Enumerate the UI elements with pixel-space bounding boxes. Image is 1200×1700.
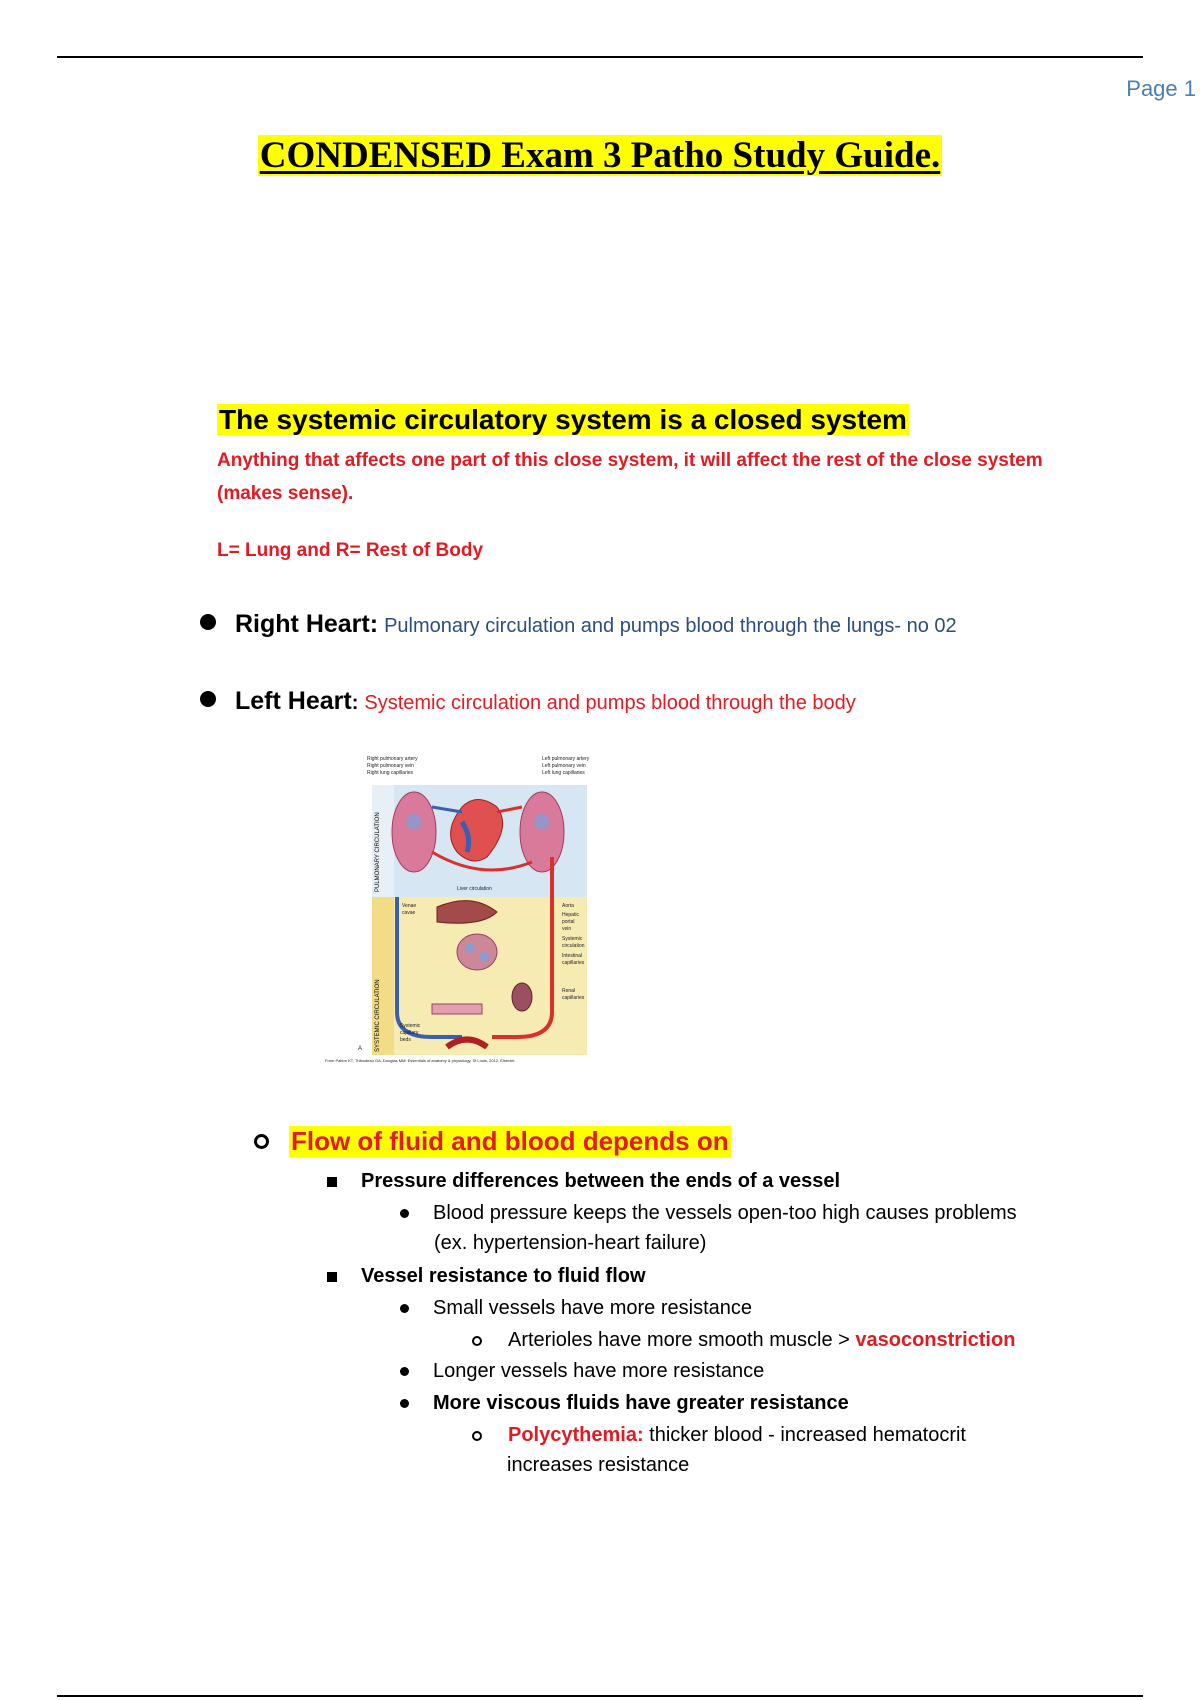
- flow-heading: [254, 1126, 731, 1157]
- figure-label: Intestinal: [562, 953, 583, 959]
- figure-label: Right pulmonary artery: [367, 756, 418, 762]
- small-vessels-text: Small vessels have more resistance: [433, 1297, 753, 1319]
- legend-note: L= Lung and R= Rest of Body: [217, 540, 484, 561]
- polycythemia-text: thicker blood - increased hematocrit: [643, 1424, 966, 1446]
- title-text: CONDENSED Exam 3 Patho Study Guide.: [259, 135, 941, 176]
- section-description: Anything that affects one part of this close system, it will affect the rest of the close system (makes sense).: [217, 450, 1043, 504]
- page-number: Page 1: [1126, 76, 1196, 101]
- figure-label: Right pulmonary vein: [367, 763, 414, 769]
- figure-label: Left pulmonary vein: [542, 763, 586, 769]
- square-bullet-icon: [327, 1177, 337, 1187]
- dot-bullet-icon: [400, 1367, 409, 1376]
- figure-label: Right lung capillaries: [367, 770, 414, 776]
- pulmonary-circulation-label: PULMONARY CIRCULATION: [375, 812, 381, 892]
- arterioles-text: Arterioles have more smooth muscle >: [508, 1329, 856, 1351]
- intestine-shape: [457, 934, 497, 970]
- right-heart-text: Pulmonary circulation and pumps blood through the lungs- no 02: [384, 615, 957, 637]
- figure-credit: From Patton KT, Thibodeau GA, Douglas MM: Essentials of anatomy & physiology, St Louis, 2012, Elsevier.: [325, 1058, 516, 1063]
- figure-label: Hepatic: [562, 912, 579, 918]
- small-vessels-item: [400, 1297, 752, 1320]
- left-heart-label: Left Heart: [235, 687, 352, 715]
- resistance-item: [327, 1265, 646, 1288]
- page-title: [0, 134, 1200, 177]
- figure-label: capillaries: [562, 960, 585, 966]
- figure-label: Systemic: [562, 936, 583, 942]
- left-heart-colon: :: [351, 692, 359, 714]
- figure-letter: A: [358, 1046, 363, 1052]
- circle-bullet-icon: [472, 1431, 482, 1441]
- figure-label: Left pulmonary artery: [542, 756, 590, 762]
- polycythemia-term: Polycythemia:: [508, 1424, 644, 1446]
- figure-label: capillary: [400, 1030, 419, 1036]
- viscous-item: [400, 1392, 849, 1415]
- polycythemia-item: [472, 1424, 966, 1447]
- dot-bullet-icon: [400, 1209, 409, 1218]
- resistance-label: Vessel resistance to fluid flow: [361, 1265, 646, 1287]
- flow-heading-text: Flow of fluid and blood depends on: [291, 1126, 729, 1156]
- left-heart-item: [200, 687, 856, 716]
- right-heart-item: [200, 610, 957, 639]
- systemic-circulation-label: SYSTEMIC CIRCULATION: [375, 979, 381, 1052]
- pressure-detail: [400, 1202, 1017, 1225]
- figure-label: Aorta: [562, 903, 574, 909]
- circulation-diagram: [322, 752, 652, 1067]
- left-lung-shape: [520, 792, 564, 872]
- section-heading: [217, 404, 909, 436]
- figure-label: Left lung capillaries: [542, 770, 585, 776]
- dot-bullet-icon: [400, 1399, 409, 1408]
- dot-bullet-icon: [400, 1304, 409, 1313]
- figure-label: circulation: [562, 943, 585, 949]
- polycythemia-continuation: increases resistance: [507, 1454, 690, 1476]
- figure-label: capillaries: [562, 995, 585, 1001]
- pressure-item: [327, 1170, 840, 1193]
- arterioles-item: [472, 1329, 1015, 1352]
- figure-label: Venae: [402, 903, 417, 909]
- figure-label: Liver circulation: [457, 886, 492, 892]
- figure-label: vein: [562, 926, 572, 932]
- pressure-line1: Blood pressure keeps the vessels open-too high causes problems: [433, 1202, 1017, 1224]
- section-heading-text: The systemic circulatory system is a closed system: [219, 404, 907, 435]
- footer-rule: [57, 1695, 1143, 1697]
- circle-bullet-icon: [472, 1336, 482, 1346]
- bullet-icon: [200, 691, 216, 707]
- pressure-line2: (ex. hypertension-heart failure): [434, 1232, 707, 1254]
- square-bullet-icon: [327, 1272, 337, 1282]
- longer-vessels-item: [400, 1360, 764, 1383]
- header-rule: [57, 56, 1143, 58]
- bullet-icon: [200, 614, 216, 630]
- figure-label: portal: [562, 919, 575, 925]
- vasoconstriction-term: vasoconstriction: [855, 1329, 1016, 1351]
- figure-label: beds: [400, 1037, 411, 1043]
- circle-bullet-icon: [254, 1134, 269, 1149]
- figure-label: Renal: [562, 988, 576, 994]
- pressure-label: Pressure differences between the ends of a vessel: [361, 1170, 841, 1192]
- figure-label: cavae: [402, 910, 416, 916]
- circulation-diagram-svg: [322, 752, 652, 1067]
- kidney-shape: [512, 983, 532, 1011]
- viscous-text: More viscous fluids have greater resistance: [433, 1392, 849, 1414]
- longer-vessels-text: Longer vessels have more resistance: [433, 1360, 765, 1382]
- figure-label: Systemic: [400, 1023, 421, 1029]
- left-heart-text: Systemic circulation and pumps blood through the body: [364, 692, 856, 714]
- right-lung-shape: [392, 792, 436, 872]
- right-heart-label: Right Heart:: [235, 610, 379, 638]
